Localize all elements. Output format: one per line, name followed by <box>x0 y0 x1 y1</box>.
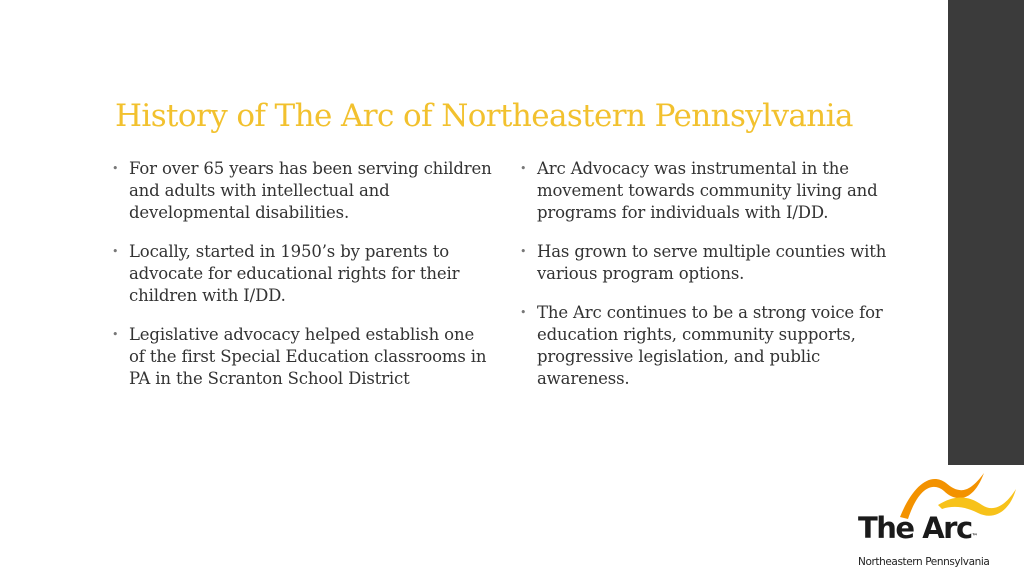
list-item <box>520 158 900 224</box>
slide-title: History of The Arc of Northeastern Pennsylvania <box>115 98 853 134</box>
bullet-list-right <box>520 158 900 407</box>
logo-tagline: Northeastern Pennsylvania <box>858 556 990 568</box>
list-item <box>112 324 492 390</box>
bullet-icon: • <box>112 328 119 341</box>
bullet-text: Arc Advocacy was instrumental in the movement towards community living and programs for individuals with I/DD. <box>537 159 878 222</box>
arc-logo <box>850 465 1024 576</box>
bullet-list-left <box>112 158 492 407</box>
list-item <box>112 158 492 224</box>
list-item <box>520 241 900 285</box>
list-item <box>520 302 900 390</box>
trademark-mark: ™ <box>971 533 978 540</box>
logo-wordmark: The Arc™ <box>858 511 978 545</box>
list-item <box>112 241 492 307</box>
bullet-icon: • <box>520 245 527 258</box>
bullet-icon: • <box>112 245 119 258</box>
bullet-text: Has grown to serve multiple counties with various program options. <box>537 242 887 283</box>
bullet-icon: • <box>520 162 527 175</box>
bullet-text: Legislative advocacy helped establish one of the first Special Education classrooms in PA in the Scranton School District <box>129 325 487 388</box>
bullet-text: The Arc continues to be a strong voice for education rights, community supports, progressive legislation, and public awareness. <box>537 303 883 388</box>
bullet-text: For over 65 years has been serving children and adults with intellectual and developmental disabilities. <box>129 159 492 222</box>
bullet-icon: • <box>520 306 527 319</box>
bullet-icon: • <box>112 162 119 175</box>
bullet-text: Locally, started in 1950’s by parents to advocate for educational rights for their children with I/DD. <box>129 242 460 305</box>
